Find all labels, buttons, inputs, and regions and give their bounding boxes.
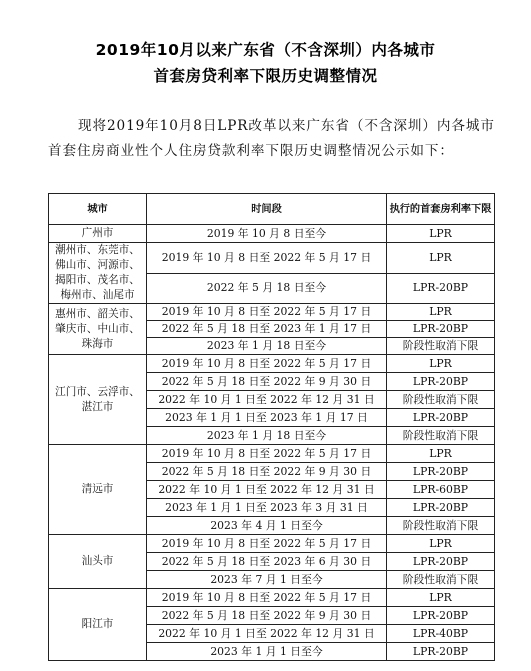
- table-row: [49, 225, 495, 243]
- period-cell: 2022 年 5 月 18 日至 2023 年 1 月 17 日: [147, 321, 387, 338]
- table-row: [49, 535, 495, 553]
- header-rate-floor: 执行的首套房利率下限: [387, 194, 495, 225]
- rate-cell: LPR-40BP: [387, 625, 495, 643]
- period-cell: 2019 年 10 月 8 日至 2022 年 5 月 17 日: [147, 589, 387, 607]
- rate-cell: LPR: [387, 225, 495, 243]
- table-header-row: [49, 194, 495, 225]
- period-cell: 2023 年 1 月 1 日至今: [147, 643, 387, 661]
- rate-cell: 阶段性取消下限: [387, 571, 495, 589]
- rate-cell: LPR: [387, 355, 495, 373]
- period-cell: 2022 年 10 月 1 日至 2022 年 12 月 31 日: [147, 391, 387, 409]
- city-cell: 阳江市: [49, 589, 147, 661]
- table-row: [49, 304, 495, 321]
- city-cell: 潮州市、东莞市、佛山市、河源市、揭阳市、茂名市、梅州市、汕尾市: [49, 243, 147, 304]
- period-cell: 2019 年 10 月 8 日至 2022 年 5 月 17 日: [147, 535, 387, 553]
- period-cell: 2022 年 5 月 18 日至今: [147, 273, 387, 304]
- rate-cell: LPR-20BP: [387, 643, 495, 661]
- rate-cell: LPR-20BP: [387, 273, 495, 304]
- table-body: [49, 225, 495, 661]
- period-cell: 2019 年 10 月 8 日至 2022 年 5 月 17 日: [147, 304, 387, 321]
- header-period: 时间段: [147, 194, 387, 225]
- city-cell: 汕头市: [49, 535, 147, 589]
- period-cell: 2022 年 10 月 1 日至 2022 年 12 月 31 日: [147, 481, 387, 499]
- intro-paragraph: 现将2019年10月8日LPR改革以来广东省（不含深圳）内各城市首套住房商业性个人住房贷款利率下限历史调整情况公示如下：: [48, 118, 495, 159]
- rate-history-table: [48, 193, 495, 661]
- table-row: [49, 243, 495, 274]
- rate-cell: LPR-60BP: [387, 481, 495, 499]
- rate-cell: LPR-20BP: [387, 607, 495, 625]
- period-cell: 2022 年 5 月 18 日至 2022 年 9 月 30 日: [147, 607, 387, 625]
- period-cell: 2022 年 5 月 18 日至 2023 年 6 月 30 日: [147, 553, 387, 571]
- period-cell: 2023 年 1 月 1 日至 2023 年 1 月 17 日: [147, 409, 387, 427]
- document-title-line1: 2019年10月以来广东省（不含深圳）内各城市: [95, 41, 436, 59]
- rate-cell: LPR-20BP: [387, 463, 495, 481]
- period-cell: 2019 年 10 月 8 日至 2022 年 5 月 17 日: [147, 445, 387, 463]
- rate-cell: LPR: [387, 589, 495, 607]
- period-cell: 2022 年 10 月 1 日至 2022 年 12 月 31 日: [147, 625, 387, 643]
- rate-cell: 阶段性取消下限: [387, 391, 495, 409]
- city-cell: 惠州市、韶关市、肇庆市、中山市、珠海市: [49, 304, 147, 355]
- rate-cell: LPR: [387, 535, 495, 553]
- period-cell: 2023 年 1 月 18 日至今: [147, 338, 387, 355]
- city-cell: 广州市: [49, 225, 147, 243]
- period-cell: 2019 年 10 月 8 日至 2022 年 5 月 17 日: [147, 355, 387, 373]
- period-cell: 2023 年 1 月 18 日至今: [147, 427, 387, 445]
- rate-cell: LPR-20BP: [387, 373, 495, 391]
- period-cell: 2023 年 7 月 1 日至今: [147, 571, 387, 589]
- period-cell: 2019 年 10 月 8 日至 2022 年 5 月 17 日: [147, 243, 387, 274]
- rate-cell: LPR-20BP: [387, 553, 495, 571]
- header-city: 城市: [49, 194, 147, 225]
- rate-cell: LPR: [387, 445, 495, 463]
- city-cell: 江门市、云浮市、湛江市: [49, 355, 147, 445]
- rate-cell: 阶段性取消下限: [387, 427, 495, 445]
- rate-cell: LPR: [387, 304, 495, 321]
- rate-cell: LPR-20BP: [387, 499, 495, 517]
- rate-cell: 阶段性取消下限: [387, 517, 495, 535]
- period-cell: 2023 年 1 月 1 日至 2023 年 3 月 31 日: [147, 499, 387, 517]
- period-cell: 2022 年 5 月 18 日至 2022 年 9 月 30 日: [147, 373, 387, 391]
- period-cell: 2019 年 10 月 8 日至今: [147, 225, 387, 243]
- table-row: [49, 355, 495, 373]
- city-cell: 清远市: [49, 445, 147, 535]
- period-cell: 2023 年 4 月 1 日至今: [147, 517, 387, 535]
- document-title-line2: 首套房贷利率下限历史调整情况: [153, 67, 378, 85]
- rate-cell: 阶段性取消下限: [387, 338, 495, 355]
- table-row: [49, 589, 495, 607]
- period-cell: 2022 年 5 月 18 日至 2022 年 9 月 30 日: [147, 463, 387, 481]
- rate-cell: LPR-20BP: [387, 409, 495, 427]
- rate-cell: LPR: [387, 243, 495, 274]
- table-row: [49, 445, 495, 463]
- rate-cell: LPR-20BP: [387, 321, 495, 338]
